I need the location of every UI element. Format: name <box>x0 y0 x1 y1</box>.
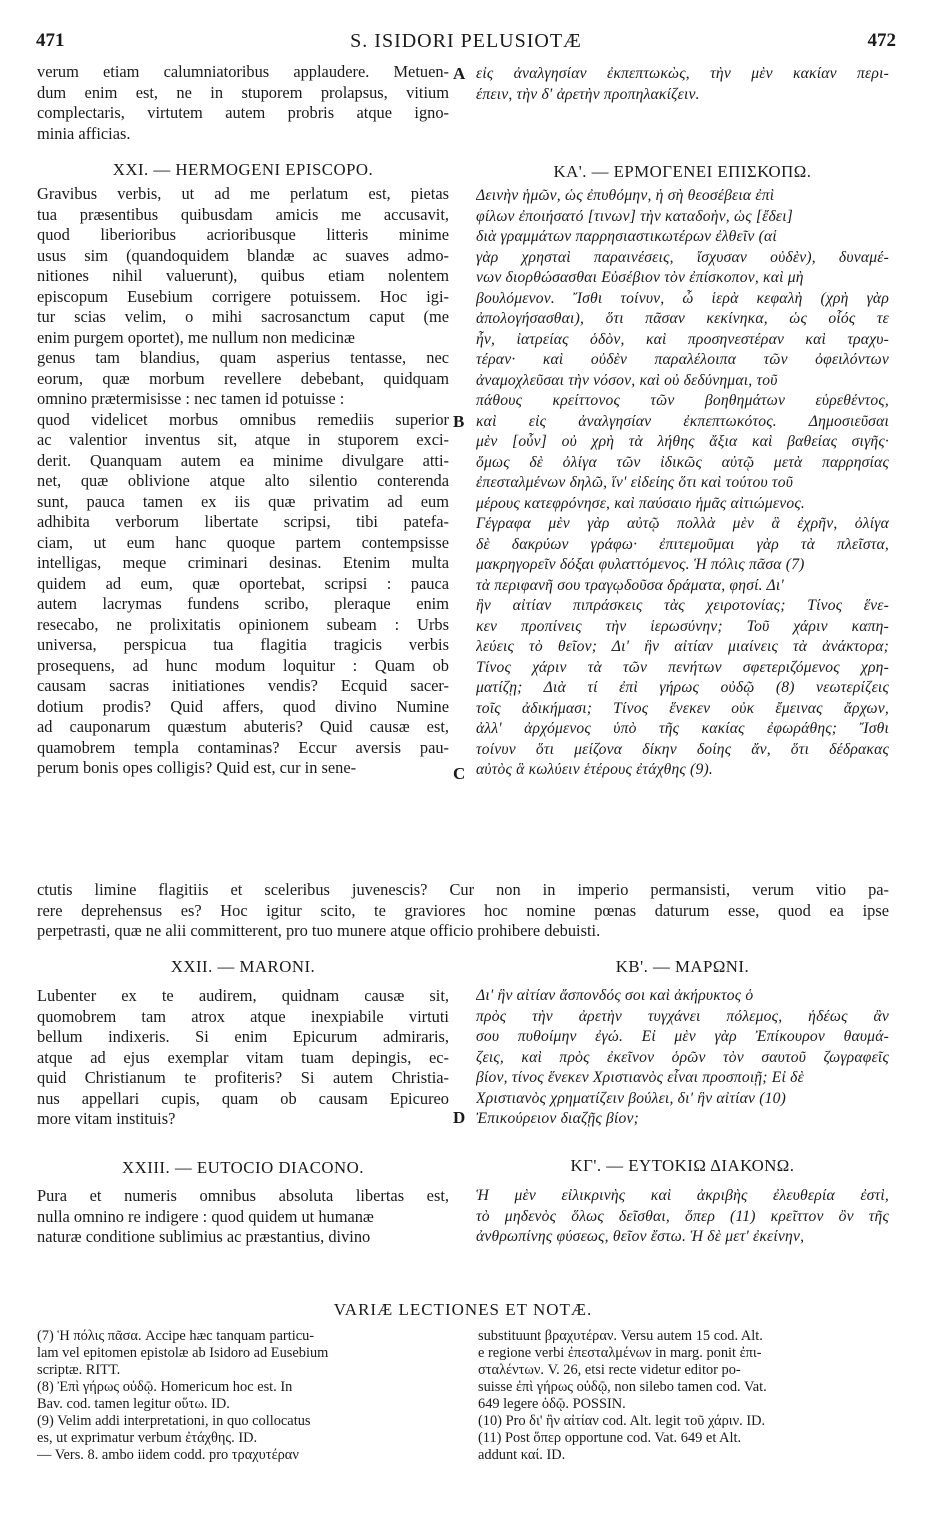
greek-line: αὐτὸς ἃ κωλύειν ἑτέρους ἐτάχθης (9). <box>476 761 713 778</box>
latin-heading-xxiii: XXIII. — EUTOCIO DIACONO. <box>122 1158 364 1177</box>
greek-line: ἀπολογήσασθαι), ὅτι πᾶσαν κεκίνηκα, ὡς οἷός τε <box>476 310 889 327</box>
latin-heading-xxi: XXI. — HERMOGENI EPISCOPO. <box>112 160 374 179</box>
latin-line: episcopum Eusebium corrigere potuissem. Hoc igi- <box>37 286 449 306</box>
latin-heading-xxii: XXII. — MARONI. <box>170 957 316 976</box>
latin-line: bellum indixeris. Si enim Epicurum admiraris, <box>37 1027 449 1046</box>
margin-letter-a: A <box>453 64 466 83</box>
greek-line: Ἐπικούρειον διαζῇς βίον; <box>476 1110 640 1127</box>
page-number-left: 471 <box>36 30 65 51</box>
greek-line: μακρηγορεῖν δόξαι φυλαττόμενος. Ἡ πόλις πᾶσα (7) <box>476 556 805 573</box>
note-line: (9) Velim addi interpretationi, in quo collocatus <box>37 1413 311 1429</box>
greek-line: μὲν [οὖν] οὐ χρὴ τὰ λήθης ἄξια καὶ βαθείας σιγῆς· <box>476 433 889 450</box>
latin-line: perum bonis opes colligis? Quid est, cur in sene- <box>37 758 357 777</box>
note-line: (11) Post ὅπερ opportune cod. Vat. 649 et Alt. <box>478 1430 742 1446</box>
latin-line: naturæ conditione sublimius ac præstantius, divino <box>37 1227 371 1246</box>
greek-line: πρὸς τὴν ἀρετὴν τυγχάνει πόλεμος, ἡδέως ἂν <box>476 1007 889 1025</box>
greek-line: ἀλλ' ἀρχόμενος ὑπὸ τῆς κακίας ἐφωράθης; Ἴσθι <box>476 720 889 737</box>
greek-line: ματίζῃ; Διὰ τί ἐπὶ γήρως οὐδῷ (8) νεωτερίζεις <box>476 679 889 696</box>
note-line: Bav. cod. tamen legitur οὕτω. ID. <box>37 1396 230 1412</box>
note-line: es, ut exprimatur verbum ἐτάχθης. ID. <box>37 1430 258 1446</box>
latin-line: net, quæ oblivione atque alto silentio conterenda <box>37 471 449 490</box>
greek-line: Δι' ἣν αἰτίαν ἄσπονδός σοι καὶ ἀκήρυκτος ὁ <box>476 987 754 1004</box>
page-number-right: 472 <box>867 30 896 51</box>
latin-line: Pura et numeris omnibus absoluta libertas est, <box>37 1186 449 1205</box>
latin-line: rere deprehensus es? Hoc igitur scito, te graviores hoc nomine pœnas daturum esse, quod ea ipse <box>37 900 889 920</box>
margin-letter-b: B <box>453 412 465 431</box>
latin-line: minia afficias. <box>37 123 131 143</box>
greek-line: γὰρ χρησταὶ παραινέσεις, ἴσχυσαν οὐδὲν), δυναμέ- <box>476 248 889 266</box>
notes-left-column <box>37 1328 455 1464</box>
latin-line: perpetrasti, quæ ne alii committerent, pro tuo munere atque officio prohibere debuisti. <box>37 921 601 940</box>
greek-heading-kg: ΚΓ'. — ΕΥΤΟΚΙΩ ΔΙΑΚΟΝΩ. <box>570 1156 795 1175</box>
greek-line: ζεις, καὶ πρὸς ἐκεῖνον ὁρῶν τὸν σαυτοῦ ζωγραφεῖς <box>476 1048 889 1066</box>
note-line: scriptæ. RITT. <box>37 1362 121 1378</box>
latin-line: derit. Quanquam autem ea minime divulgare atti- <box>37 450 449 470</box>
greek-line: ἣν αἰτίαν πιπράσκεις τὰς χειροτονίας; Τίνος ἕνε- <box>476 597 889 614</box>
latin-line: autem lacrymas fundens scribo, pleraque enim <box>37 594 449 613</box>
margin-letter-d: D <box>453 1108 466 1127</box>
note-line: (7) Ἡ πόλις πᾶσα. Accipe hæc tanquam particu- <box>37 1328 315 1344</box>
greek-line: Γέγραφα μὲν γὰρ αὐτῷ πολλὰ μὲν ἃ ἐχρῆν, ὀλίγα <box>476 515 889 532</box>
latin-line: quomobrem tam atrox atque inexpiabile virtuti <box>37 1006 449 1026</box>
greek-line: ἀνθρωπίνης φύσεως, θεῖον ἔστω. Ἡ δὲ μετ' ἐκείνην, <box>476 1228 805 1245</box>
latin-line: dum enim est, ne in stuporem prolapsus, vitium <box>37 82 449 102</box>
latin-line: quidem ad eum, quæ oportebat, scripsi : pauca <box>37 573 449 593</box>
greek-line: τὰ περιφανῆ σου τραγῳδοῦσα δράματα, φησί. Δι' <box>476 576 784 594</box>
notes-right-column <box>478 1328 890 1464</box>
page-header <box>36 30 896 56</box>
greek-line: ὅμως δὲ ὀλίγα τῶν ἰδικῶς αὐτῷ μετὰ παρρησίας <box>476 453 889 471</box>
latin-line: ctutis limine flagitiis et sceleribus juvenescis? Cur non in imperio permansisti, verum vitio pa- <box>37 880 889 899</box>
greek-line: εἰς ἀναλγησίαν ἐκπεπτωκὼς, τὴν μὲν κακίαν περι- <box>476 65 889 82</box>
latin-line: omnino prætermisisse : nec tamen id potuisse : <box>37 389 345 408</box>
greek-intro <box>476 64 889 105</box>
latin-line: more vitam instituis? <box>37 1109 176 1128</box>
latin-text-xxii <box>37 986 449 1130</box>
latin-line: resecabo, ne prolixitatis opinionem subeam : Urbs <box>37 614 449 634</box>
latin-text-xxiii <box>37 1186 449 1248</box>
greek-line: ἐπεσταλμένων δηλῶ, ἵν' εἰδείης ὅτι καὶ τούτου τοῦ <box>476 474 794 491</box>
latin-line: verum etiam calumniatoribus applaudere. Metuen- <box>37 62 449 81</box>
greek-text-ka <box>476 186 889 781</box>
latin-line: prosequens, ad hunc modum loquitur : Quam ob <box>37 655 449 675</box>
latin-text-xxi <box>37 184 449 779</box>
greek-text-kb <box>476 986 889 1130</box>
greek-line: τέραν· καὶ οὐδὲν παραλέλοιπα τῶν ὀφειλόντων <box>476 351 889 368</box>
latin-line: atque ad ejus exemplar vitam tuam depingis, ec- <box>37 1047 449 1067</box>
greek-line: Δεινὴν ἡμῶν, ὡς ἐπυθόμην, ἡ σὴ θεοσέβεια ἐπὶ <box>476 187 775 204</box>
running-title: S. ISIDORI PELUSIOTÆ <box>350 30 582 52</box>
greek-line: δὲ δακρύων γράφω· ἐπιτεμοῦμαι γὰρ τὰ πλεῖστα, <box>476 535 889 553</box>
greek-line: τοίνυν ὅτι μείζονα δίκην δοίης ἄν, ὅτι δέδρακας <box>476 740 889 758</box>
greek-heading-ka: ΚΑ'. — ΕΡΜΟΓΕΝΕΙ ΕΠΙΣΚΟΠΩ. <box>553 162 812 181</box>
greek-line: έπειν, τὴν δ' ἀρετὴν προπηλακίζειν. <box>476 85 700 103</box>
note-line: (8) Ἐπὶ γήρως οὐδῷ. Homericum hoc est. In <box>37 1379 293 1395</box>
greek-line: μέρους κατεφρόνησε, καὶ παύσαιο ἡμᾶς αἰτιώμενος. <box>476 494 805 512</box>
latin-line: quid Christianum te profiteris? Si autem Christia- <box>37 1068 449 1087</box>
latin-line: quod liberioribus acrioribusque litteris minime <box>37 225 449 244</box>
greek-line: νων διορθώσασθαι Εὐσέβιον τὸν ἐπίσκοπον, καὶ μὴ <box>476 269 804 286</box>
greek-line: ἦν, ἰατρείας ὁδὸν, καὶ προσηνεστέραν καὶ τραχυ- <box>476 330 889 348</box>
greek-line: διὰ γραμμάτων παρρησιαστικωτέρων ἐλθεῖν (αἱ <box>476 228 777 245</box>
latin-line: nus appellari cupis, quam ob causam Epicureo <box>37 1088 449 1108</box>
greek-line: τὸ μηδενὸς ὅλως δεῖσθαι, ὅπερ (11) κρεῖττον ὂν τῆς <box>476 1207 889 1225</box>
note-line: suisse ἐπὶ γήρως οὐδῷ, non silebo tamen cod. Vat. <box>478 1379 767 1395</box>
greek-line: σου πυθοίμην ἐγώ. Εἰ μὲν γὰρ Ἐπίκουρον θαυμά- <box>476 1028 889 1045</box>
latin-line: eorum, quæ morbum revellere debebant, quidquam <box>37 368 449 388</box>
note-line: σταλέντων. V. 26, etsi recte videtur editor po- <box>478 1362 741 1378</box>
latin-line: quamobrem templa contaminas? Eccur aversis pau- <box>37 737 449 757</box>
note-line: — Vers. 8. ambo iidem codd. pro τραχυτέραν <box>37 1447 299 1463</box>
latin-line: genus tam blandius, quam asperius tentasse, nec <box>37 348 449 367</box>
latin-line: complectaris, virtutem autem probris atque igno- <box>37 103 449 122</box>
greek-line: ἀναμοχλεῦσαι τὴν νόσον, καὶ οὐ δεδύνημαι, τοῦ <box>476 371 778 389</box>
latin-line: universa, perspicua tua flagitia tragicis verbis <box>37 635 449 654</box>
greek-line: τοῖς ἀδικήμασι; Τίνος ἕνεκεν οὐκ ἔμεινας ἄρχων, <box>476 699 889 717</box>
greek-line: βίον, τίνος ἕνεκεν Χριστιανὸς εἶναι προσποιῇ; Εἰ δὲ <box>476 1069 804 1086</box>
note-line: addunt καί. ID. <box>478 1447 566 1463</box>
note-line: 649 legere ὁδῷ. POSSIN. <box>478 1396 626 1412</box>
greek-line: λεύεις τὸ θεῖον; Δι' ἣν αἰτίαν μιαίνεις τὰ ἀνάκτορα; <box>476 638 889 655</box>
latin-line: intelligas, meque criminari desinas. Etenim multa <box>37 553 449 572</box>
latin-line: nitiones nihil valuerunt), quibus etiam nolentem <box>37 266 449 285</box>
greek-line: πάθους κρείττονος τῶν βοηθημάτων εὑρεθέντος, <box>476 392 889 409</box>
latin-line: Lubenter ex te audirem, quidnam causæ sit, <box>37 986 449 1005</box>
latin-line: Gravibus verbis, ut ad me perlatum est, pietas <box>37 184 449 203</box>
latin-line: dotium prodis? Quid affers, quod divino Numine <box>37 696 449 716</box>
note-line: (10) Pro δι' ἣν αἰτίαν cod. Alt. legit τοῦ χάριν. ID. <box>478 1413 766 1429</box>
greek-line: Χριστιανὸς χρηματίζειν βούλει, δι' ἣν αἰτίαν (10) <box>476 1089 787 1107</box>
notes-title: VARIÆ LECTIONES ET NOTÆ. <box>333 1300 593 1319</box>
latin-line: nulla omnino re indigere : quod quidem ut humanæ <box>37 1206 374 1226</box>
latin-line: ad cauponarum quæstum abuteris? Quid causæ est, <box>37 717 449 736</box>
latin-intro <box>37 62 449 144</box>
greek-line: βουλόμενον. Ἴσθι τοίνυν, ὦ ἱερὰ κεφαλὴ (χρὴ γὰρ <box>476 289 889 307</box>
latin-line: ac valentior inventus sit, atque in stuporem exci- <box>37 430 449 449</box>
margin-letter-c: C <box>453 764 466 783</box>
latin-line: causam sacras initiationes vendis? Ecquid sacer- <box>37 676 449 695</box>
greek-text-kg <box>476 1186 889 1248</box>
greek-heading-kb: ΚΒ'. — ΜΑΡΩΝΙ. <box>615 957 750 976</box>
greek-line: Τίνος χάριν τὰ τῶν πενήτων σφετεριζόμενος χρη- <box>476 658 889 676</box>
note-line: substituunt βραχυτέραν. Versu autem 15 cod. Alt. <box>478 1328 763 1344</box>
latin-line: sunt, pauca tamen ex iis quæ privatim ad eum <box>37 491 449 511</box>
latin-line: adhibita verborum libertate scripsi, tibi patefa- <box>37 512 449 531</box>
latin-line: tur scias velim, o mihi sacrosanctum caput (me <box>37 307 449 326</box>
latin-line: enim purgem oportet), me nullum non medicinæ <box>37 327 355 347</box>
latin-line: ciam, ut eum hanc quoque partem contempsisse <box>37 532 449 552</box>
latin-continuation <box>37 880 889 942</box>
latin-line: usus sim (quandoquidem blandæ ac suaves admo- <box>37 245 449 265</box>
latin-line: quod videlicet morbus omnibus remediis superior <box>37 409 449 429</box>
note-line: e regione verbi ἐπεσταλμένων in marg. ponit ἐπι- <box>478 1345 762 1361</box>
greek-line: καὶ εἰς ἀναλγησίαν ἐκπεπτωκότος. Δημοσιεῦσαι <box>476 412 889 430</box>
note-line: lam vel epitomen epistolæ ab Isidoro ad Eusebium <box>37 1345 329 1361</box>
latin-line: tua præsentibus quibusdam amicis me accusavit, <box>37 204 449 224</box>
greek-line: φίλων ἐποιήσατό [τινων] τὴν καταδοὴν, ὡς [ἔδει] <box>476 207 794 225</box>
greek-line: κεν προπίνεις τὴν ἱερωσύνην; Τοῦ χάριν καπη- <box>476 617 889 635</box>
greek-line: Ἡ μὲν εἰλικρινὴς καὶ ἀκριβὴς ἐλευθερία ἐστὶ, <box>476 1187 889 1204</box>
